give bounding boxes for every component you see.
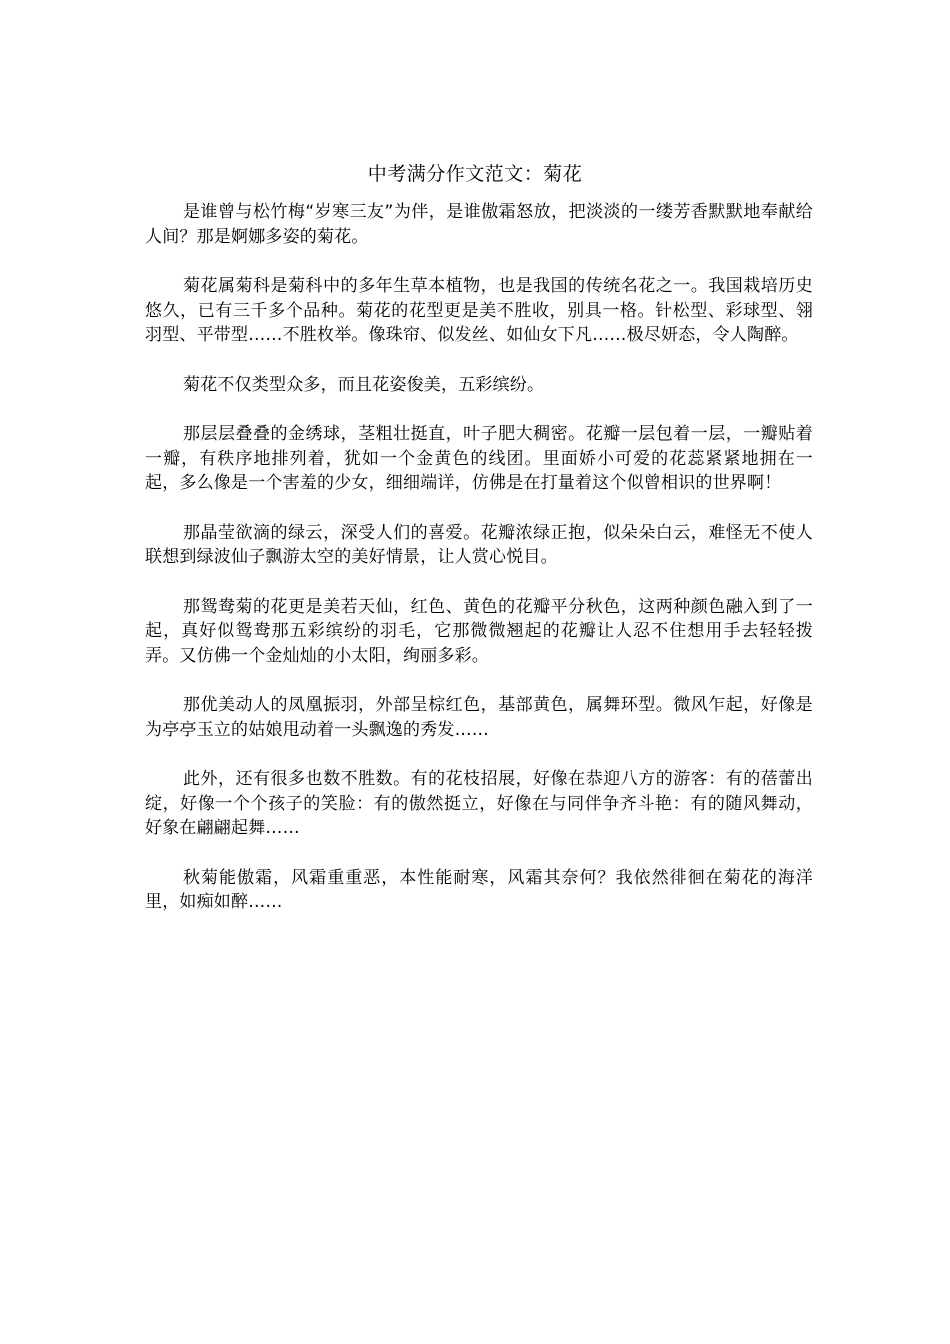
paragraph-9: 秋菊能傲霜，风霜重重恶，本性能耐寒，风霜其奈何？我依然徘徊在菊花的海洋里，如痴如醉…… bbox=[145, 867, 813, 912]
document-body bbox=[145, 200, 813, 940]
paragraph-1: 是谁曾与松竹梅“岁寒三友”为伴，是谁傲霜怒放，把淡淡的一缕芳香默默地奉献给人间？那是婀娜多姿的菊花。 bbox=[145, 202, 813, 247]
paragraph-8: 此外，还有很多也数不胜数。有的花枝招展，好像在恭迎八方的游客：有的蓓蕾出绽，好像一个个孩子的笑脸：有的傲然挺立，好像在与同伴争齐斗艳：有的随风舞动，好象在翩翩起舞…… bbox=[145, 769, 813, 838]
paragraph-5: 那晶莹欲滴的绿云，深受人们的喜爱。花瓣浓绿正抱，似朵朵白云，难怪无不使人联想到绿波仙子飘游太空的美好情景，让人赏心悦目。 bbox=[145, 522, 813, 567]
document-title: 中考满分作文范文：菊花 bbox=[367, 163, 583, 185]
paragraph-3: 菊花不仅类型众多，而且花姿俊美，五彩缤纷。 bbox=[183, 374, 545, 395]
paragraph-4: 那层层叠叠的金绣球，茎粗壮挺直，叶子肥大稠密。花瓣一层包着一层，一瓣贴着一瓣，有秩序地排列着，犹如一个金黄色的线团。里面娇小可爱的花蕊紧紧地拥在一起，多么像是一个害羞的少女，细细端详，仿佛是在打量着这个似曾相识的世界啊！ bbox=[145, 424, 813, 493]
paragraph-7: 那优美动人的凤凰振羽，外部呈棕红色，基部黄色，属舞环型。微风乍起，好像是为亭亭玉立的姑娘甩动着一头飘逸的秀发…… bbox=[145, 695, 813, 740]
paragraph-2: 菊花属菊科是菊科中的多年生草本植物，也是我国的传统名花之一。我国栽培历史悠久，已有三千多个品种。菊花的花型更是美不胜收，别具一格。针松型、彩球型、翎羽型、平带型……不胜枚举。像珠帘、似发丝、如仙女下凡……极尽妍态，令人陶醉。 bbox=[145, 276, 813, 345]
paragraph-6: 那鸳鸯菊的花更是美若天仙，红色、黄色的花瓣平分秋色，这两种颜色融入到了一起，真好似鸳鸯那五彩缤纷的羽毛，它那微微翘起的花瓣让人忍不住想用手去轻轻拨弄。又仿佛一个金灿灿的小太阳，绚丽多彩。 bbox=[145, 596, 813, 666]
